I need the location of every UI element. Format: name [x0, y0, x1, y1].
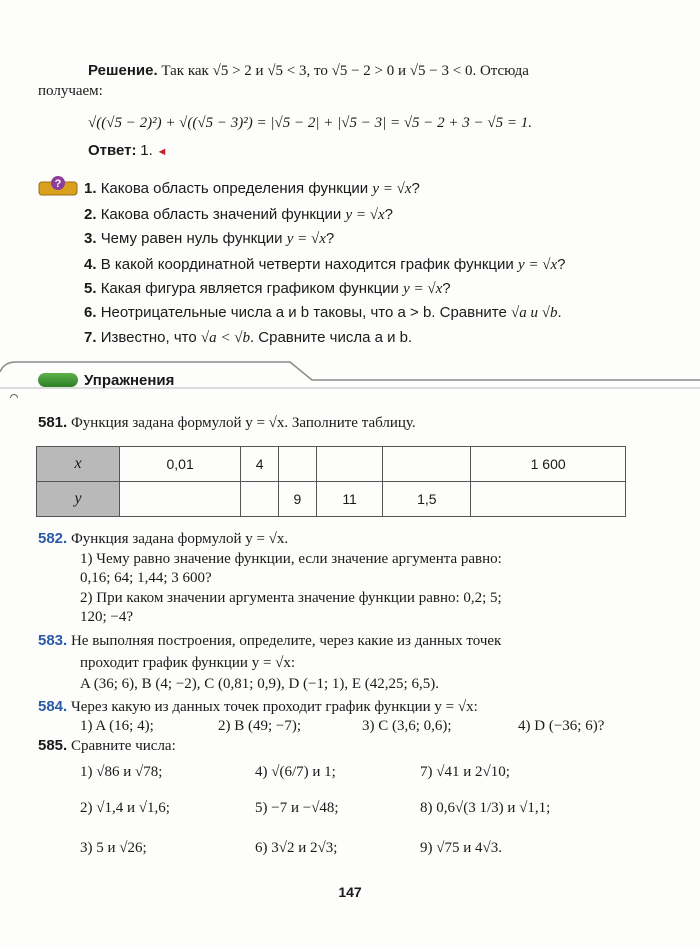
exercise-585-item-9: 9) √75 и 4√3.	[420, 840, 502, 856]
table-cell	[383, 447, 471, 482]
table-cell: 4	[241, 447, 279, 482]
exercise-585	[38, 737, 176, 755]
question-number: 6.	[84, 304, 97, 321]
table-cell: 1,5	[383, 482, 471, 517]
table-cell: 1 600	[471, 447, 626, 482]
question-text: Известно, что	[100, 329, 197, 346]
exercise-number: 582.	[38, 530, 68, 547]
question-number: 2.	[84, 206, 97, 223]
table-row-y	[37, 482, 626, 517]
exercise-585-item-4: 4) √(6/7) и 1;	[255, 764, 336, 780]
question-number: 7.	[84, 329, 97, 346]
exercise-585-item-6: 6) 3√2 и 2√3;	[255, 840, 338, 856]
question-formula: √a < √b	[200, 330, 250, 346]
table-head-y: y	[37, 482, 120, 517]
question-formula: y = √x	[372, 181, 412, 197]
solution-line-1	[88, 62, 529, 80]
exercise-text: Сравните числа:	[70, 738, 176, 754]
exercise-582-line-4: 2) При каком значении аргумента значение функции равно: 0,2; 5;	[80, 590, 502, 606]
question-formula: y = √x	[345, 207, 385, 223]
table-cell	[241, 482, 279, 517]
exercise-585-item-2: 2) √1,4 и √1,6;	[80, 800, 170, 816]
question-formula: y = √x	[286, 231, 326, 247]
exercise-584-option-2: 2) B (49; −7);	[218, 718, 302, 734]
exercise-583	[38, 632, 501, 650]
question-text: Какова область значений функции	[100, 206, 342, 223]
exercise-585-item-3: 3) 5 и √26;	[80, 840, 147, 856]
exercise-584-option-4: 4) D (−36; 6)?	[518, 718, 605, 734]
question-text: В какой координатной четверти находится график функции	[100, 256, 514, 273]
table-cell: 11	[316, 482, 383, 517]
question-end: ?	[384, 206, 393, 223]
exercise-582-line-3: 0,16; 64; 1,44; 3 600?	[80, 570, 212, 586]
question-number: 5.	[84, 280, 97, 297]
question-number: 1.	[84, 180, 97, 197]
question-end: ?	[325, 230, 335, 247]
exercise-number: 584.	[38, 698, 68, 715]
exercise-585-item-5: 5) −7 и −√48;	[255, 800, 339, 816]
exercise-581	[38, 414, 416, 432]
question-text: Неотрицательные числа a и b таковы, что a > b. Сравните	[100, 304, 507, 321]
solution-label: Решение.	[88, 62, 158, 79]
question-5	[84, 280, 451, 298]
answer-line	[88, 142, 167, 160]
question-end: ?	[557, 256, 566, 273]
question-formula: y = √x	[517, 257, 558, 273]
exercise-584-option-1: 1) A (16; 4);	[80, 718, 154, 734]
question-end: ?	[442, 280, 451, 297]
table-cell: 0,01	[120, 447, 241, 482]
question-formula: y = √x	[403, 281, 443, 297]
solution-formula: √((√5 − 2)²) + √((√5 − 3)²) = |√5 − 2| + |√5 − 3| = √5 − 2 + 3 − √5 = 1.	[88, 115, 533, 131]
exercises-pill-icon	[38, 373, 78, 387]
value-table	[36, 446, 626, 517]
question-end: .	[557, 304, 562, 321]
table-cell	[278, 447, 316, 482]
question-text: Какова область определения функции	[100, 180, 369, 197]
solution-text: Так как √5 > 2 и √5 < 3, то √5 − 2 > 0 и √5 − 3 < 0. Отсюда	[161, 63, 529, 79]
exercise-text: Не выполняя построения, определите, через какие из данных точек	[70, 633, 502, 649]
exercise-585-item-1: 1) √86 и √78;	[80, 764, 163, 780]
question-number: 3.	[84, 230, 97, 247]
exercise-584	[38, 698, 478, 716]
exercise-582	[38, 530, 288, 548]
exercise-582-line-2: 1) Чему равно значение функции, если значение аргумента равно:	[80, 551, 502, 567]
question-4	[84, 256, 565, 274]
end-marker-icon: ◄	[156, 146, 168, 158]
question-6	[84, 304, 562, 322]
question-end: ?	[411, 180, 420, 197]
question-box-icon	[38, 176, 78, 196]
solution-line-2: получаем:	[38, 83, 103, 99]
exercise-number: 581.	[38, 414, 68, 431]
question-1	[84, 180, 420, 198]
answer-value: 1.	[140, 142, 153, 159]
exercise-585-item-8: 8) 0,6√(3 1/3) и √1,1;	[420, 800, 551, 816]
question-formula: √a и √b	[511, 305, 558, 321]
question-text: Какая фигура является графиком функции	[100, 280, 399, 297]
table-head-x: x	[37, 447, 120, 482]
table-cell	[471, 482, 626, 517]
exercise-583-line-3: A (36; 6), B (4; −2), C (0,81; 0,9), D (−1; 1), E (42,25; 6,5).	[80, 676, 439, 692]
exercise-text: Функция задана формулой y = √x. Заполните таблицу.	[70, 415, 416, 431]
question-number: 4.	[84, 256, 97, 273]
question-end: . Сравните числа a и b.	[249, 329, 413, 346]
question-text: Чему равен нуль функции	[100, 230, 283, 247]
exercise-number: 583.	[38, 632, 68, 649]
table-cell: 9	[278, 482, 316, 517]
exercise-582-line-5: 120; −4?	[80, 609, 134, 625]
question-3	[84, 230, 334, 248]
question-7	[84, 329, 412, 347]
table-cell	[120, 482, 241, 517]
page-number: 147	[338, 884, 362, 900]
exercise-583-line-2: проходит график функции y = √x:	[80, 655, 296, 671]
table-row-x	[37, 447, 626, 482]
exercise-text: Функция задана формулой y = √x.	[70, 531, 289, 547]
question-2	[84, 206, 393, 224]
exercise-text: Через какую из данных точек проходит график функции y = √x:	[70, 699, 478, 715]
exercise-584-option-3: 3) C (3,6; 0,6);	[362, 718, 452, 734]
exercise-585-item-7: 7) √41 и 2√10;	[420, 764, 510, 780]
svg-text:?: ?	[54, 178, 62, 190]
exercise-number: 585.	[38, 737, 68, 754]
answer-label: Ответ:	[88, 142, 137, 159]
exercises-title: Упражнения	[84, 372, 175, 389]
table-cell	[316, 447, 383, 482]
